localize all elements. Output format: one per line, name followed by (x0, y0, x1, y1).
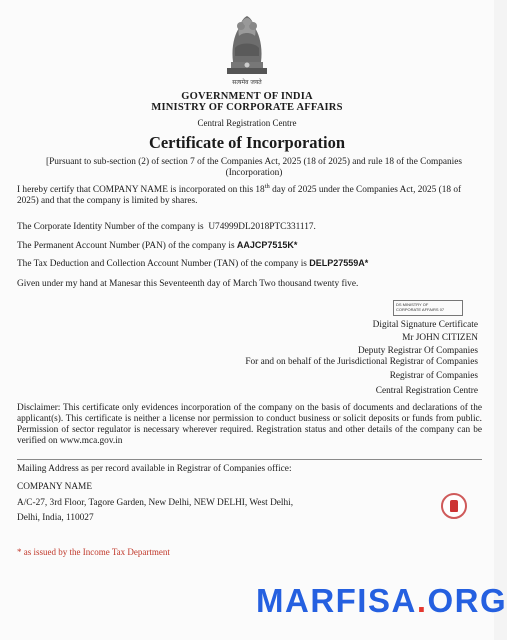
disclaimer: Disclaimer: This certificate only evidences incorporation of the company on the basis of documents and declarations of the applicant(s). This certificate is neither a license nor permission to conduct business or solicit deposits or funds from public. Permission of sector regulator is necessary wherever required. Registration status and other details of the company can be verified on www.mca.gov.in (17, 403, 482, 446)
cin-label: The Corporate Identity Number of the company is (17, 222, 204, 232)
registrar-centre: Central Registration Centre (375, 386, 478, 396)
certify-superscript: th (264, 183, 270, 190)
certify-text-rest: day of 2025 under the Companies Act, 2025 (18 of 2025) and that the company is limited by shares. (17, 185, 462, 207)
pan-label: The Permanent Account Number (PAN) of the company is (17, 241, 235, 251)
tan-value: DELP27559A* (309, 258, 369, 268)
mailing-address-line-1: A/C-27, 3rd Floor, Tagore Garden, New Delhi, NEW DELHI, West Delhi, (17, 498, 294, 508)
watermark-dot: . (416, 582, 428, 619)
stamp-line-1: DS MINISTRY OF (396, 302, 429, 307)
divider (17, 459, 482, 460)
mailing-company: COMPANY NAME (17, 482, 92, 492)
certificate-title: Certificate of Incorporation (148, 133, 346, 152)
signature-certificate-label: Digital Signature Certificate (372, 320, 478, 330)
certify-text: I hereby certify that COMPANY NAME is incorporated on this 18 (17, 185, 265, 196)
national-emblem-icon (219, 6, 275, 88)
issuing-authority (0, 91, 494, 113)
footnote-text: as issued by the Income Tax Department (21, 547, 170, 557)
signatory-name: Mr JOHN CITIZEN (402, 333, 478, 343)
government-name: GOVERNMENT OF INDIA (181, 91, 313, 102)
watermark-part-2: ORG (427, 582, 507, 619)
mailing-heading: Mailing Address as per record available in Registrar of Companies office: (17, 464, 292, 474)
watermark-logo (256, 582, 507, 620)
footnote-star: * (17, 547, 22, 557)
stamp-line-2: CORPORATE AFFAIRS 07 (396, 307, 445, 312)
digital-signature-stamp (393, 300, 463, 316)
given-under-hand: Given under my hand at Manesar this Seventeenth day of March Two thousand twenty five. (17, 279, 359, 289)
cin-line (17, 222, 316, 232)
tan-line (17, 258, 368, 269)
signatory-behalf: For and on behalf of the Jurisdictional Registrar of Companies (245, 357, 478, 367)
footnote (17, 547, 170, 557)
ministry-name: MINISTRY OF CORPORATE AFFAIRS (151, 102, 343, 113)
watermark-part-1: MARFISA (256, 582, 417, 619)
mailing-address-line-2: Delhi, India, 110027 (17, 513, 94, 523)
registration-centre: Central Registration Centre (197, 118, 297, 128)
cin-value: U74999DL2018PTC331117. (208, 222, 316, 232)
pursuant-clause: [Pursuant to sub-section (2) of section 7 of the Companies Act, 2025 (18 of 2025) and rule 18 of the Companies (Incorporation) (46, 157, 462, 178)
pan-value: AAJCP7515K* (236, 240, 298, 250)
signatory-role: Deputy Registrar Of Companies (357, 346, 478, 356)
certification-statement (17, 181, 482, 207)
registrar-label: Registrar of Companies (389, 371, 478, 381)
tan-label: The Tax Deduction and Collection Account Number (TAN) of the company is (17, 259, 307, 269)
emblem-motto: सत्यमेव जयते (232, 79, 262, 86)
mca-seal-icon (441, 493, 467, 519)
pan-line (17, 240, 297, 251)
